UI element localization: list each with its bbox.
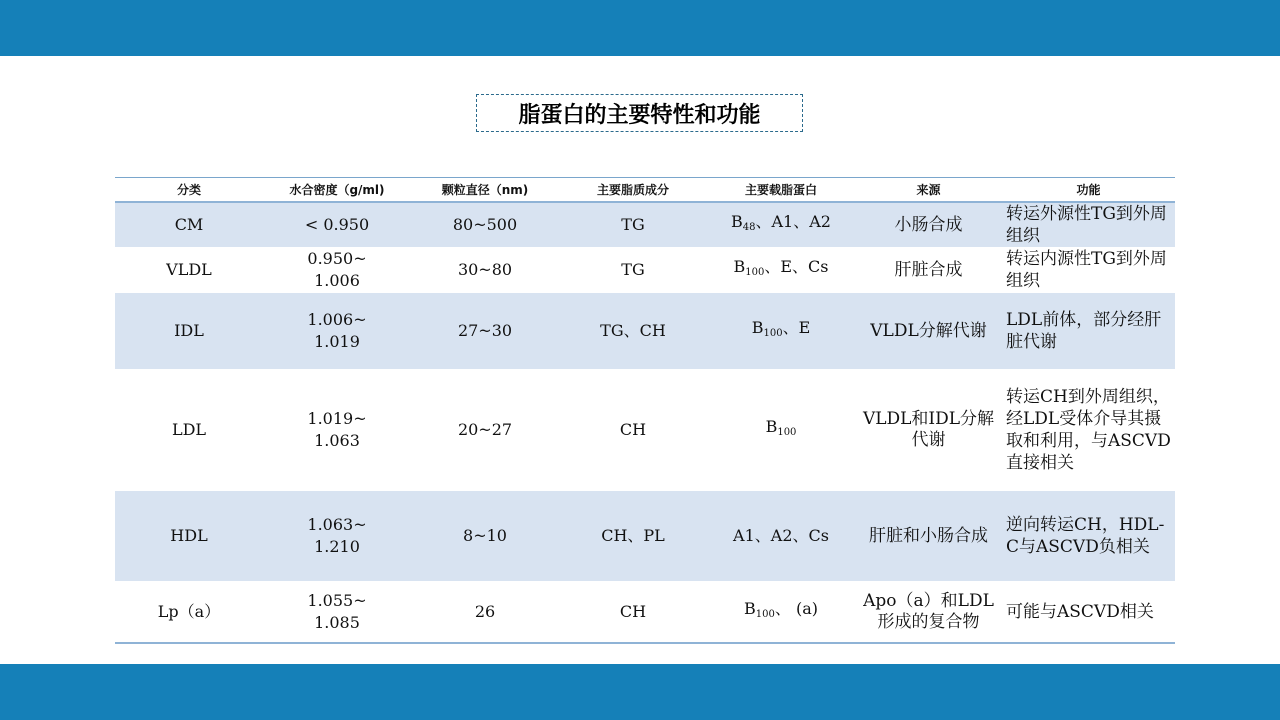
header-function: 功能 — [1002, 178, 1175, 203]
header-apolipoprotein: 主要载脂蛋白 — [707, 178, 855, 203]
cell-lipid: CH、PL — [559, 491, 707, 581]
cell-source: Apo（a）和LDL形成的复合物 — [855, 581, 1002, 643]
cell-diameter: 30~80 — [457, 260, 513, 279]
density-value: 1.063~ — [307, 515, 367, 534]
header-lipid: 主要脂质成分 — [559, 178, 707, 203]
cell-function: 逆向转运CH，HDL-C与ASCVD负相关 — [1002, 491, 1175, 581]
apo-main: B — [751, 318, 764, 337]
cell-class: IDL — [115, 293, 263, 369]
cell-apolipoprotein — [707, 581, 855, 643]
top-band — [0, 0, 1280, 56]
table-row — [115, 202, 1175, 247]
cell-apolipoprotein — [707, 247, 855, 293]
cell-class: CM — [115, 202, 263, 247]
cell-diameter: 80~500 — [411, 202, 559, 247]
header-class: 分类 — [115, 178, 263, 203]
cell-lipid: CH — [619, 420, 647, 439]
table-row — [115, 369, 1175, 491]
table-row — [115, 491, 1175, 581]
cell-function: 转运外源性TG到外周组织 — [1002, 202, 1175, 247]
slide-title: 脂蛋白的主要特性和功能 — [476, 94, 803, 132]
density-value: 1.019~ — [307, 409, 367, 428]
cell-apolipoprotein — [707, 491, 855, 581]
table-row — [115, 247, 1175, 293]
lipoprotein-table — [115, 177, 1175, 644]
header-density: 水合密度（g/ml) — [263, 178, 411, 203]
cell-source: VLDL和IDL分解代谢 — [862, 409, 995, 450]
cell-diameter: 27~30 — [411, 293, 559, 369]
apo-rest: 、A1、A2 — [755, 212, 831, 231]
cell-density — [263, 369, 411, 491]
apo-subscript: 100 — [745, 267, 765, 278]
density-value-end: 1.085 — [314, 612, 360, 632]
apo-subscript: 100 — [763, 328, 783, 339]
cell-density — [263, 202, 411, 247]
cell-class: VLDL — [166, 260, 212, 279]
cell-lipid: TG — [559, 202, 707, 247]
cell-density — [263, 581, 411, 643]
density-value-end: 1.063 — [314, 431, 360, 450]
density-value-end: 1.019 — [314, 332, 360, 351]
apo-subscript: 100 — [755, 608, 775, 620]
apo-subscript: 48 — [742, 222, 756, 233]
density-value: 1.055~ — [307, 590, 367, 610]
cell-function: 转运内源性TG到外周组织 — [1006, 249, 1167, 291]
cell-apolipoprotein — [707, 202, 855, 247]
apo-main: B — [733, 257, 746, 276]
header-source: 来源 — [855, 178, 1002, 203]
density-value: < 0.950 — [304, 215, 370, 234]
cell-lipid: TG、CH — [559, 293, 707, 369]
cell-class: Lp（a） — [115, 581, 263, 643]
apo-main: A1、A2、Cs — [733, 526, 829, 545]
cell-diameter: 26 — [411, 581, 559, 643]
cell-lipid: TG — [621, 260, 645, 279]
apo-rest: 、 (a) — [774, 598, 818, 618]
cell-source: VLDL分解代谢 — [855, 293, 1002, 369]
cell-source: 肝脏和小肠合成 — [855, 491, 1002, 581]
apo-main: B — [744, 598, 756, 618]
cell-diameter: 8~10 — [411, 491, 559, 581]
cell-lipid: CH — [559, 581, 707, 643]
cell-density — [263, 293, 411, 369]
table-row — [115, 581, 1175, 643]
apo-rest: 、E、Cs — [764, 257, 829, 276]
apo-main: B — [731, 212, 743, 231]
cell-function: 可能与ASCVD相关 — [1002, 581, 1175, 643]
table-header-row — [115, 178, 1175, 203]
cell-class: LDL — [171, 420, 207, 439]
cell-class: HDL — [115, 491, 263, 581]
table-row — [115, 293, 1175, 369]
cell-source: 小肠合成 — [855, 202, 1002, 247]
bottom-band — [0, 664, 1280, 720]
cell-diameter: 20~27 — [457, 420, 513, 439]
apo-subscript: 100 — [777, 427, 797, 438]
cell-function: 转运CH到外周组织，经LDL受体介导其摄取和利用，与ASCVD直接相关 — [1006, 387, 1171, 473]
apo-main: B — [765, 417, 778, 436]
cell-source: 肝脏合成 — [894, 259, 963, 280]
density-value: 0.950~ — [307, 249, 367, 268]
density-value-end: 1.006 — [314, 271, 360, 290]
cell-function: LDL前体，部分经肝脏代谢 — [1002, 293, 1175, 369]
header-diameter: 颗粒直径（nm) — [411, 178, 559, 203]
cell-apolipoprotein — [707, 293, 855, 369]
apo-rest: 、E — [782, 318, 811, 337]
cell-density — [263, 247, 411, 293]
density-value: 1.006~ — [307, 310, 367, 329]
density-value-end: 1.210 — [314, 537, 360, 556]
cell-density — [263, 491, 411, 581]
cell-apolipoprotein — [707, 369, 855, 491]
